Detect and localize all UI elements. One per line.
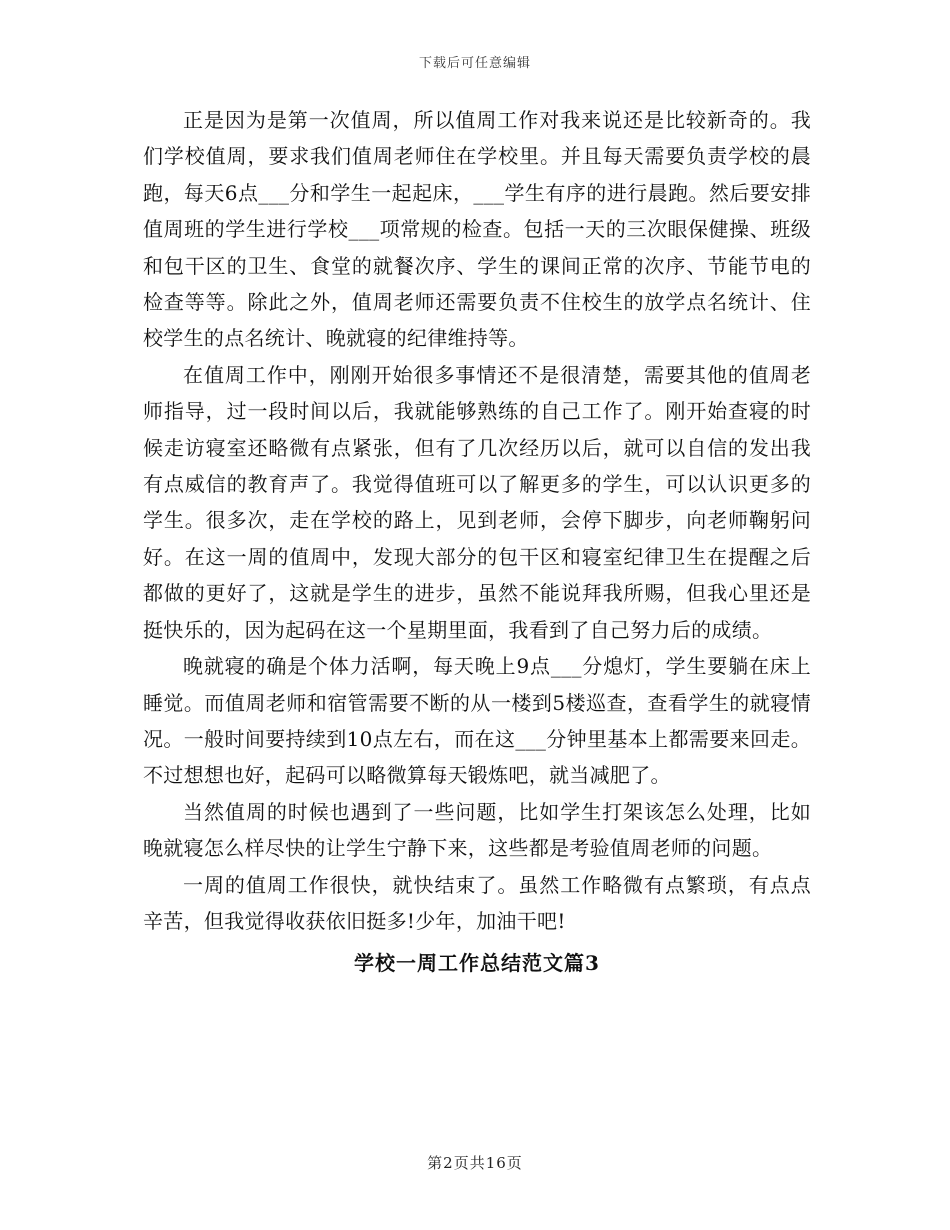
body-text: [143, 102, 811, 981]
paragraph-2: 在值周工作中，刚刚开始很多事情还不是很清楚，需要其他的值周老师指导，过一段时间以后，我就能够熟练的自己工作了。刚开始查寝的时候走访寝室还略微有点紧张，但有了几次经历以后，就可以自信的发出我有点威信的教育声了。我觉得值班可以了解更多的学生，可以认识更多的学生。很多次，走在学校的路上，见到老师，会停下脚步，向老师鞠躬问好。在这一周的值周中，发现大部分的包干区和寝室纪律卫生在提醒之后都做的更好了，这就是学生的进步，虽然不能说拜我所赐，但我心里还是挺快乐的，因为起码在这一个星期里面，我看到了自己努力后的成绩。: [143, 362, 811, 642]
paragraph-4: 当然值周的时候也遇到了一些问题，比如学生打架该怎么处理，比如晚就寝怎么样尽快的让学生宁静下来，这些都是考验值周老师的问题。: [143, 799, 811, 861]
paragraph-1: 正是因为是第一次值周，所以值周工作对我来说还是比较新奇的。我们学校值周，要求我们值周老师住在学校里。并且每天需要负责学校的晨跑，每天6点___分和学生一起起床，___学生有序的进行晨跑。然后要安排值周班的学生进行学校___项常规的检查。包括一天的三次眼保健操、班级和包干区的卫生、食堂的就餐次序、学生的课间正常的次序、节能节电的检查等等。除此之外，值周老师还需要负责不住校生的放学点名统计、住校学生的点名统计、晚就寝的纪律维持等。: [143, 108, 811, 351]
paragraph-3: 晚就寝的确是个体力活啊，每天晚上9点___分熄灯，学生要躺在床上睡觉。而值周老师和宿管需要不断的从一楼到5楼巡查，查看学生的就寝情况。一般时间要持续到10点左右，而在这___分钟里基本上都需要来回走。不过想想也好，起码可以略微算每天锻炼吧，就当减肥了。: [143, 654, 811, 788]
header-note: 下载后可任意编辑: [418, 56, 531, 71]
paragraph-5: 一周的值周工作很快，就快结束了。虽然工作略微有点繁琐，有点点辛苦，但我觉得收获依旧挺多!少年，加油干吧!: [143, 872, 811, 933]
section-heading: 学校一周工作总结范文篇3: [354, 951, 600, 976]
page-indicator: 第2页共16页: [427, 1154, 523, 1172]
